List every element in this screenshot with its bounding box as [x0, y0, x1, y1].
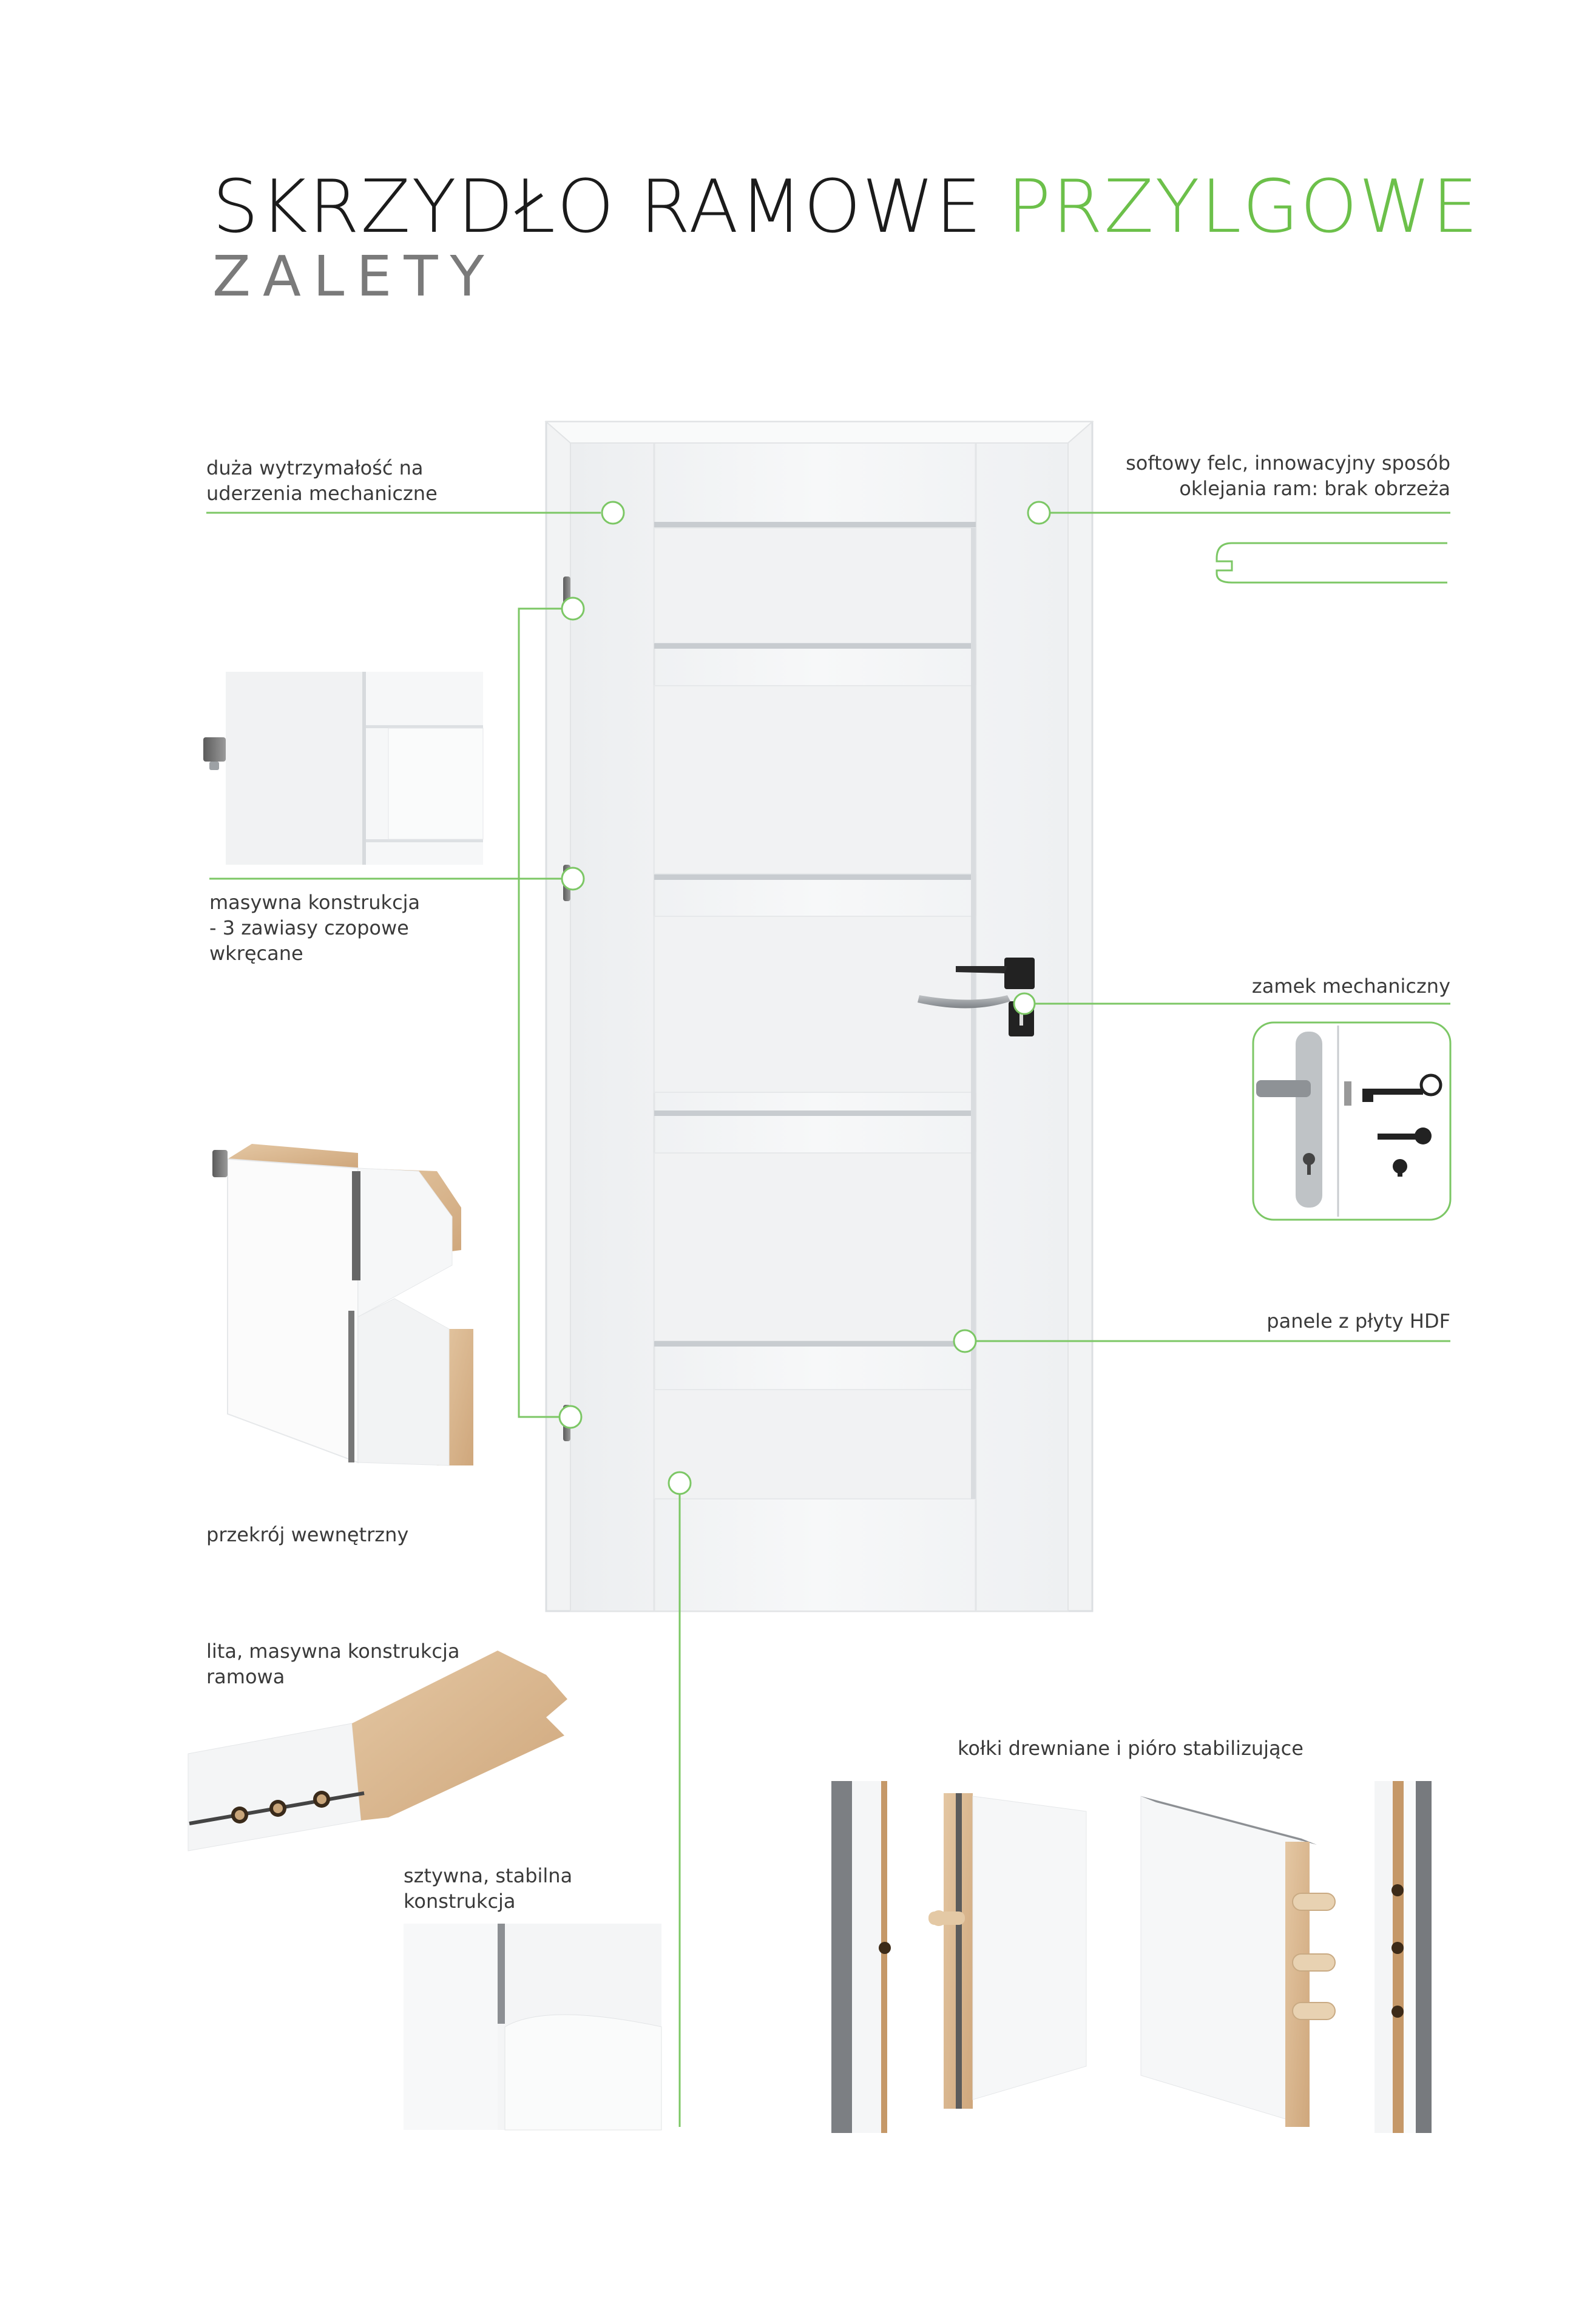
rebate-profile-icon: [1217, 543, 1447, 583]
hinge-detail-image: [203, 672, 483, 865]
page-subtitle: ZALETY: [212, 244, 496, 309]
label-hdf: panele z płyty HDF: [1266, 1310, 1450, 1333]
dowels-image-2: [928, 1793, 1086, 2109]
dowels-image-3: [1141, 1796, 1335, 2127]
label-soft-rebate: softowy felc, innowacyjny sposób oklejania ram: brak obrzeża: [1126, 451, 1450, 500]
label-rigid: sztywna, stabilna konstrukcja: [404, 1864, 573, 1913]
title-main: SKRZYDŁO RAMOWE: [212, 165, 983, 249]
label-impact: duża wytrzymałość na uderzenia mechaniczne: [206, 456, 438, 505]
lock-detail-image: [1253, 1022, 1450, 1220]
dowels-image-4: [1375, 1781, 1432, 2133]
dowels-image-1: [831, 1781, 891, 2133]
label-dowels: kołki drewniane i pióro stabilizujące: [958, 1737, 1304, 1760]
label-frame: lita, masywna konstrukcja ramowa: [206, 1640, 460, 1688]
frame-beam-image: [188, 1651, 567, 1851]
door-illustration: [546, 422, 1092, 1611]
label-hinges: masywna konstrukcja - 3 zawiasy czopowe wkręcane: [209, 891, 421, 965]
label-section: przekrój wewnętrzny: [206, 1523, 409, 1546]
cross-section-image: [212, 1144, 473, 1465]
title-accent: PRZYLGOWE: [1007, 165, 1479, 249]
rigid-construction-image: [404, 1924, 661, 2130]
label-lock: zamek mechaniczny: [1251, 975, 1450, 998]
